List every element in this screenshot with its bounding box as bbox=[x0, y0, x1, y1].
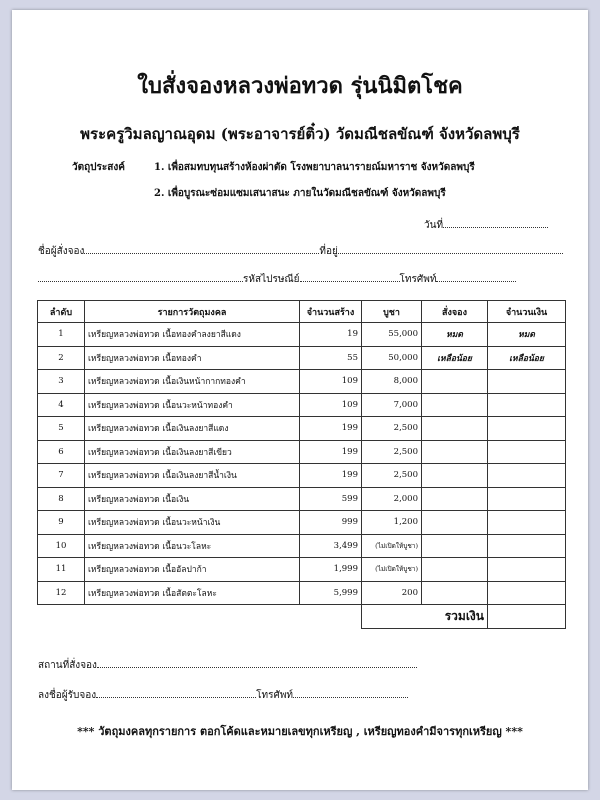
row-price: 2,500 bbox=[362, 440, 422, 464]
row-price: (ไม่เปิดให้บูชา) bbox=[362, 534, 422, 558]
table-row bbox=[38, 370, 566, 394]
header-price: บูชา bbox=[362, 301, 422, 323]
total-amount-field[interactable] bbox=[488, 605, 566, 629]
row-order[interactable] bbox=[422, 511, 488, 535]
header-order: สั่งจอง bbox=[422, 301, 488, 323]
date-line bbox=[424, 218, 548, 233]
row-price: 8,000 bbox=[362, 370, 422, 394]
row-qty: 3,499 bbox=[300, 534, 362, 558]
name-field[interactable] bbox=[84, 244, 319, 254]
row-amount[interactable] bbox=[488, 417, 566, 441]
phone-label: โทรศัพท์ bbox=[399, 274, 437, 285]
row-qty: 109 bbox=[300, 370, 362, 394]
row-order[interactable] bbox=[422, 440, 488, 464]
row-item: เหรียญหลวงพ่อทวด เนื้อนวะโลหะ bbox=[85, 534, 300, 558]
form-subtitle: พระครูวิมลญาณอุดม (พระอาจารย์ติ๋ว) วัดมณีชลขัณฑ์ จังหวัดลพบุรี bbox=[80, 125, 520, 143]
table-row bbox=[38, 558, 566, 582]
row-qty: 599 bbox=[300, 487, 362, 511]
row-amount[interactable] bbox=[488, 487, 566, 511]
table-row bbox=[38, 417, 566, 441]
name-address-line bbox=[38, 244, 563, 259]
row-amount[interactable] bbox=[488, 558, 566, 582]
date-field[interactable] bbox=[443, 218, 548, 228]
row-no: 2 bbox=[38, 346, 85, 370]
row-amount[interactable] bbox=[488, 581, 566, 605]
signature-label: ลงชื่อผู้รับจอง bbox=[38, 690, 97, 701]
postcode-phone-line bbox=[38, 272, 516, 287]
row-order[interactable] bbox=[422, 464, 488, 488]
row-no: 10 bbox=[38, 534, 85, 558]
row-no: 1 bbox=[38, 323, 85, 347]
postcode-label: รหัสไปรษณีย์ bbox=[243, 274, 300, 285]
objective-2: 2. เพื่อบูรณะซ่อมแซมเสนาสนะ ภายในวัดมณีชลขัณฑ์ จังหวัดลพบุรี bbox=[154, 188, 446, 199]
row-qty: 199 bbox=[300, 417, 362, 441]
row-qty: 199 bbox=[300, 440, 362, 464]
row-qty: 1,999 bbox=[300, 558, 362, 582]
objective-1: 1. เพื่อสมทบทุนสร้างห้องผ่าตัด โรงพยาบาลนารายณ์มหาราช จังหวัดลพบุรี bbox=[154, 162, 475, 173]
row-amount[interactable] bbox=[488, 464, 566, 488]
header-qty: จำนวนสร้าง bbox=[300, 301, 362, 323]
row-price: 55,000 bbox=[362, 323, 422, 347]
row-no: 6 bbox=[38, 440, 85, 464]
row-qty: 109 bbox=[300, 393, 362, 417]
footer-phone-field[interactable] bbox=[293, 688, 408, 698]
header-amount: จำนวนเงิน bbox=[488, 301, 566, 323]
row-amount[interactable] bbox=[488, 393, 566, 417]
row-item: เหรียญหลวงพ่อทวด เนื้อนวะหน้าเงิน bbox=[85, 511, 300, 535]
row-amount[interactable] bbox=[488, 370, 566, 394]
row-item: เหรียญหลวงพ่อทวด เนื้อทองคำ bbox=[85, 346, 300, 370]
footer-note: *** วัตถุมงคลทุกรายการ ตอกโค้ดและหมายเลขทุกเหรียญ , เหรียญทองคำมีจารทุกเหรียญ *** bbox=[77, 725, 523, 738]
row-order[interactable] bbox=[422, 581, 488, 605]
table-row bbox=[38, 464, 566, 488]
date-label: วันที่ bbox=[424, 220, 444, 231]
row-qty: 999 bbox=[300, 511, 362, 535]
address-label: ที่อยู่ bbox=[319, 246, 338, 257]
row-order[interactable] bbox=[422, 417, 488, 441]
address-field[interactable] bbox=[338, 244, 563, 254]
form-title: ใบสั่งจองหลวงพ่อทวด รุ่นนิมิตโชค bbox=[137, 73, 463, 99]
row-no: 8 bbox=[38, 487, 85, 511]
row-price: 2,000 bbox=[362, 487, 422, 511]
row-qty: 55 bbox=[300, 346, 362, 370]
table-row bbox=[38, 393, 566, 417]
row-amount[interactable] bbox=[488, 440, 566, 464]
total-row bbox=[38, 605, 566, 629]
row-qty: 199 bbox=[300, 464, 362, 488]
row-no: 9 bbox=[38, 511, 85, 535]
row-no: 7 bbox=[38, 464, 85, 488]
phone-field[interactable] bbox=[436, 272, 516, 282]
row-order[interactable] bbox=[422, 487, 488, 511]
row-price: (ไม่เปิดให้บูชา) bbox=[362, 558, 422, 582]
table-row bbox=[38, 440, 566, 464]
row-no: 11 bbox=[38, 558, 85, 582]
table-row bbox=[38, 581, 566, 605]
row-price: 7,000 bbox=[362, 393, 422, 417]
row-amount[interactable]: เหลือน้อย bbox=[488, 346, 566, 370]
row-amount[interactable] bbox=[488, 511, 566, 535]
place-field[interactable] bbox=[97, 658, 417, 668]
row-qty: 5,999 bbox=[300, 581, 362, 605]
row-order[interactable]: เหลือน้อย bbox=[422, 346, 488, 370]
table-row bbox=[38, 323, 566, 347]
row-item: เหรียญหลวงพ่อทวด เนื้อเงินหน้ากากทองคำ bbox=[85, 370, 300, 394]
objectives-label: วัตถุประสงค์ bbox=[72, 162, 125, 173]
total-label: รวมเงิน bbox=[362, 605, 488, 629]
row-item: เหรียญหลวงพ่อทวด เนื้อเงิน bbox=[85, 487, 300, 511]
header-item: รายการวัตถุมงคล bbox=[85, 301, 300, 323]
row-price: 1,200 bbox=[362, 511, 422, 535]
order-form-sheet bbox=[12, 10, 588, 790]
row-price: 2,500 bbox=[362, 464, 422, 488]
table-row bbox=[38, 534, 566, 558]
address-field-2[interactable] bbox=[38, 272, 243, 282]
row-item: เหรียญหลวงพ่อทวด เนื้อนวะหน้าทองคำ bbox=[85, 393, 300, 417]
row-price: 200 bbox=[362, 581, 422, 605]
row-no: 5 bbox=[38, 417, 85, 441]
row-no: 3 bbox=[38, 370, 85, 394]
row-item: เหรียญหลวงพ่อทวด เนื้ออัลปาก้า bbox=[85, 558, 300, 582]
table-row bbox=[38, 511, 566, 535]
table-row bbox=[38, 346, 566, 370]
header-no: ลำดับ bbox=[38, 301, 85, 323]
row-amount[interactable] bbox=[488, 534, 566, 558]
row-qty: 19 bbox=[300, 323, 362, 347]
row-item: เหรียญหลวงพ่อทวด เนื้อเงินลงยาสีน้ำเงิน bbox=[85, 464, 300, 488]
postcode-field[interactable] bbox=[300, 272, 400, 282]
row-order[interactable]: หมด bbox=[422, 323, 488, 347]
name-label: ชื่อผู้สั่งจอง bbox=[38, 246, 85, 257]
order-table bbox=[37, 300, 566, 629]
row-item: เหรียญหลวงพ่อทวด เนื้อเงินลงยาสีแดง bbox=[85, 417, 300, 441]
place-line bbox=[38, 658, 417, 673]
signature-field[interactable] bbox=[96, 688, 256, 698]
signature-line bbox=[38, 688, 408, 703]
row-price: 50,000 bbox=[362, 346, 422, 370]
place-label: สถานที่สั่งจอง bbox=[38, 660, 97, 671]
table-row bbox=[38, 487, 566, 511]
row-no: 4 bbox=[38, 393, 85, 417]
row-item: เหรียญหลวงพ่อทวด เนื้อสัตตะโลหะ bbox=[85, 581, 300, 605]
row-item: เหรียญหลวงพ่อทวด เนื้อเงินลงยาสีเขียว bbox=[85, 440, 300, 464]
row-order[interactable] bbox=[422, 370, 488, 394]
row-item: เหรียญหลวงพ่อทวด เนื้อทองคำลงยาสีแดง bbox=[85, 323, 300, 347]
row-price: 2,500 bbox=[362, 417, 422, 441]
row-order[interactable] bbox=[422, 534, 488, 558]
row-no: 12 bbox=[38, 581, 85, 605]
row-order[interactable] bbox=[422, 558, 488, 582]
row-amount[interactable]: หมด bbox=[488, 323, 566, 347]
table-header-row bbox=[38, 301, 566, 323]
footer-phone-label: โทรศัพท์ bbox=[256, 690, 294, 701]
row-order[interactable] bbox=[422, 393, 488, 417]
